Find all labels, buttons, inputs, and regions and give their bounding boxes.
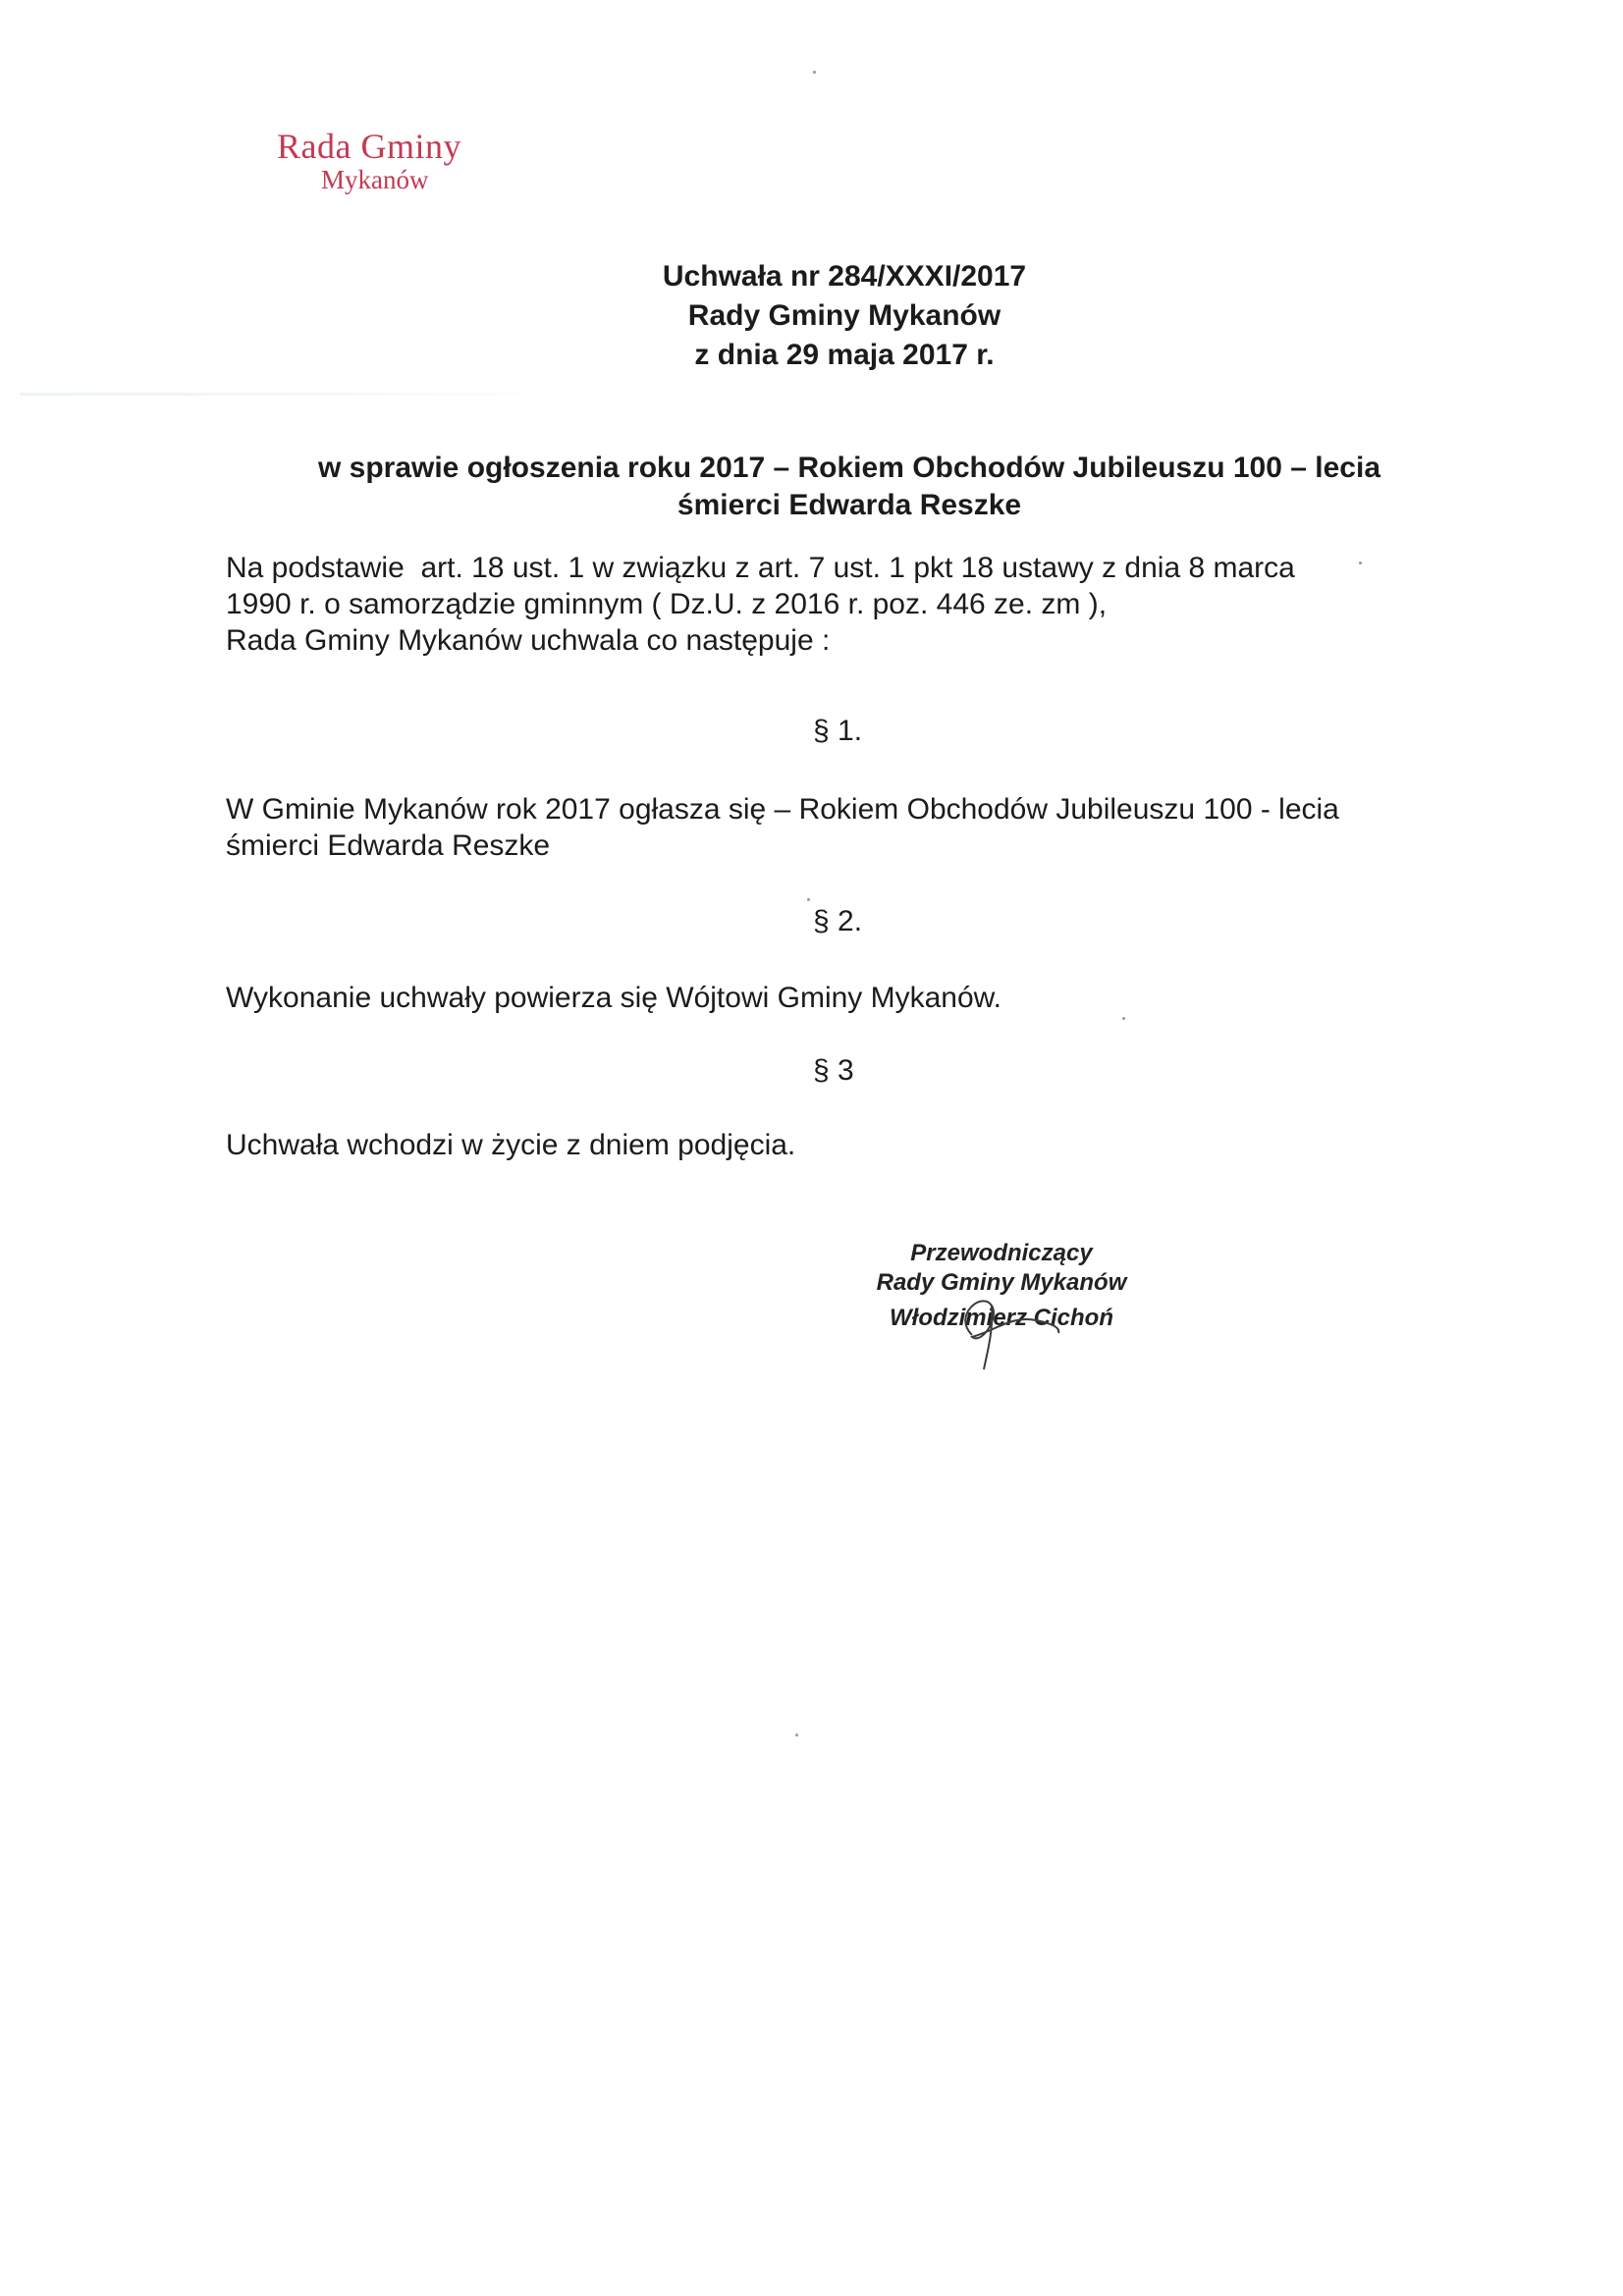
resolution-date: z dnia 29 maja 2017 r.: [694, 339, 995, 371]
signatory-body: Rady Gminy Mykanów: [876, 1269, 1127, 1296]
scan-artifact-line: [20, 393, 579, 396]
section-2-heading: § 2.: [813, 905, 863, 937]
section-3-heading: § 3: [813, 1054, 854, 1087]
subject-line-2: śmierci Edwarda Reszke: [676, 489, 1022, 521]
scan-speck: [807, 898, 810, 901]
subject-line-1: w sprawie ogłoszenia roku 2017 – Rokiem Obchodów Jubileuszu 100 – lecia: [317, 452, 1381, 484]
signatory-role: Przewodniczący: [910, 1240, 1093, 1266]
signatory-name: Włodzimierz Cichoń: [890, 1305, 1113, 1331]
scan-speck: [1122, 1017, 1125, 1020]
section-1-heading: § 1.: [813, 715, 863, 747]
stamp-line-1: Rada Gminy: [277, 127, 461, 166]
preamble-line-3: Rada Gminy Mykanów uchwala co następuje :: [226, 624, 831, 657]
resolution-title: [550, 257, 1139, 375]
resolution-number: Uchwała nr 284/XXXI/2017: [662, 260, 1027, 293]
section-3-text: Uchwała wchodzi w życie z dniem podjęcia.: [226, 1129, 796, 1161]
section-1-line-2: śmierci Edwarda Reszke: [226, 829, 551, 862]
scan-speck: [813, 71, 816, 74]
section-1-text: [226, 791, 1502, 864]
stamp-line-2: Mykanów: [321, 165, 429, 194]
preamble-line-2: 1990 r. o samorządzie gminnym ( Dz.U. z 2016 r. poz. 446 ze. zm ),: [226, 588, 1108, 620]
resolution-subject: [236, 450, 1463, 524]
scan-speck: [795, 1734, 798, 1736]
legal-basis-paragraph: [226, 550, 1463, 659]
scan-speck: [1359, 561, 1362, 564]
council-stamp: [277, 126, 513, 195]
resolution-issuer: Rady Gminy Mykanów: [687, 299, 1001, 332]
handwritten-signature: [943, 1276, 1090, 1374]
preamble-line-1: Na podstawie art. 18 ust. 1 w związku z art. 7 ust. 1 pkt 18 ustawy z dnia 8 marca: [226, 552, 1295, 584]
section-1-line-1: W Gminie Mykanów rok 2017 ogłasza się – Rokiem Obchodów Jubileuszu 100 - lecia: [226, 793, 1339, 826]
section-2-text: Wykonanie uchwały powierza się Wójtowi Gminy Mykanów.: [226, 982, 1002, 1014]
